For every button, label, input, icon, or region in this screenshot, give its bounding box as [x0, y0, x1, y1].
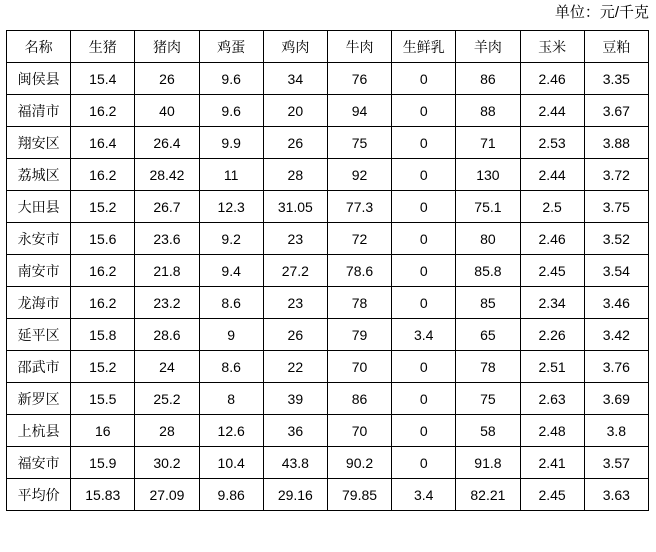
price-cell: 75 — [327, 127, 391, 159]
price-cell: 85 — [456, 287, 520, 319]
unit-label: 单位：元/千克 — [554, 4, 649, 21]
column-header: 豆粕 — [584, 31, 648, 63]
price-cell: 27.2 — [263, 255, 327, 287]
row-label: 南安市 — [7, 255, 71, 287]
price-cell: 15.2 — [71, 191, 135, 223]
header-row — [7, 31, 649, 63]
price-cell: 82.21 — [456, 479, 520, 511]
price-cell: 2.45 — [520, 479, 584, 511]
price-cell: 86 — [456, 63, 520, 95]
price-cell: 0 — [392, 351, 456, 383]
row-label: 新罗区 — [7, 383, 71, 415]
price-cell: 2.48 — [520, 415, 584, 447]
price-cell: 0 — [392, 255, 456, 287]
price-cell: 88 — [456, 95, 520, 127]
price-cell: 2.5 — [520, 191, 584, 223]
table-row — [7, 287, 649, 319]
price-cell: 3.72 — [584, 159, 648, 191]
price-cell: 30.2 — [135, 447, 199, 479]
price-cell: 0 — [392, 63, 456, 95]
price-cell: 2.34 — [520, 287, 584, 319]
price-cell: 2.51 — [520, 351, 584, 383]
price-cell: 8.6 — [199, 287, 263, 319]
price-cell: 23.2 — [135, 287, 199, 319]
price-cell: 3.4 — [392, 319, 456, 351]
price-cell: 2.26 — [520, 319, 584, 351]
price-cell: 3.35 — [584, 63, 648, 95]
price-cell: 3.63 — [584, 479, 648, 511]
price-cell: 15.8 — [71, 319, 135, 351]
price-cell: 3.69 — [584, 383, 648, 415]
row-label: 上杭县 — [7, 415, 71, 447]
table-body — [7, 63, 649, 511]
price-cell: 2.46 — [520, 223, 584, 255]
table-row — [7, 255, 649, 287]
table-row — [7, 127, 649, 159]
column-header: 玉米 — [520, 31, 584, 63]
price-cell: 15.2 — [71, 351, 135, 383]
price-cell: 23 — [263, 287, 327, 319]
price-cell: 78 — [456, 351, 520, 383]
price-cell: 91.8 — [456, 447, 520, 479]
column-header: 名称 — [7, 31, 71, 63]
price-cell: 78.6 — [327, 255, 391, 287]
price-cell: 24 — [135, 351, 199, 383]
price-cell: 12.6 — [199, 415, 263, 447]
price-cell: 26.7 — [135, 191, 199, 223]
column-header: 生猪 — [71, 31, 135, 63]
price-cell: 2.53 — [520, 127, 584, 159]
price-cell: 3.4 — [392, 479, 456, 511]
price-cell: 9.6 — [199, 63, 263, 95]
table-row — [7, 319, 649, 351]
price-cell: 43.8 — [263, 447, 327, 479]
price-cell: 15.6 — [71, 223, 135, 255]
price-cell: 20 — [263, 95, 327, 127]
row-label: 福安市 — [7, 447, 71, 479]
price-cell: 9.9 — [199, 127, 263, 159]
table-row — [7, 159, 649, 191]
price-cell: 2.44 — [520, 95, 584, 127]
price-cell: 26.4 — [135, 127, 199, 159]
price-cell: 0 — [392, 447, 456, 479]
price-cell: 0 — [392, 287, 456, 319]
row-label: 翔安区 — [7, 127, 71, 159]
row-label: 闽侯县 — [7, 63, 71, 95]
price-cell: 3.46 — [584, 287, 648, 319]
price-cell: 3.75 — [584, 191, 648, 223]
price-cell: 79.85 — [327, 479, 391, 511]
price-cell: 15.9 — [71, 447, 135, 479]
row-label: 邵武市 — [7, 351, 71, 383]
price-cell: 75.1 — [456, 191, 520, 223]
price-cell: 40 — [135, 95, 199, 127]
price-cell: 26 — [135, 63, 199, 95]
price-cell: 16.2 — [71, 255, 135, 287]
table-row — [7, 191, 649, 223]
row-label: 大田县 — [7, 191, 71, 223]
price-cell: 0 — [392, 415, 456, 447]
price-cell: 9 — [199, 319, 263, 351]
price-cell: 75 — [456, 383, 520, 415]
price-cell: 2.46 — [520, 63, 584, 95]
price-cell: 3.57 — [584, 447, 648, 479]
price-cell: 12.3 — [199, 191, 263, 223]
price-cell: 2.63 — [520, 383, 584, 415]
price-cell: 21.8 — [135, 255, 199, 287]
price-cell: 80 — [456, 223, 520, 255]
row-label: 永安市 — [7, 223, 71, 255]
price-cell: 0 — [392, 159, 456, 191]
price-cell: 77.3 — [327, 191, 391, 223]
price-cell: 9.2 — [199, 223, 263, 255]
price-cell: 28 — [135, 415, 199, 447]
table-header — [7, 31, 649, 63]
price-cell: 76 — [327, 63, 391, 95]
table-row — [7, 479, 649, 511]
price-cell: 28 — [263, 159, 327, 191]
price-cell: 0 — [392, 223, 456, 255]
row-label: 福清市 — [7, 95, 71, 127]
table-row — [7, 63, 649, 95]
price-cell: 36 — [263, 415, 327, 447]
price-cell: 11 — [199, 159, 263, 191]
column-header: 牛肉 — [327, 31, 391, 63]
price-cell: 70 — [327, 351, 391, 383]
price-cell: 0 — [392, 383, 456, 415]
price-cell: 26 — [263, 319, 327, 351]
table-row — [7, 351, 649, 383]
price-cell: 16.2 — [71, 287, 135, 319]
price-cell: 78 — [327, 287, 391, 319]
price-cell: 2.45 — [520, 255, 584, 287]
price-cell: 15.5 — [71, 383, 135, 415]
table-row — [7, 95, 649, 127]
table-row — [7, 415, 649, 447]
price-cell: 8.6 — [199, 351, 263, 383]
column-header: 生鲜乳 — [392, 31, 456, 63]
row-label: 龙海市 — [7, 287, 71, 319]
price-cell: 0 — [392, 191, 456, 223]
row-label: 延平区 — [7, 319, 71, 351]
price-cell: 92 — [327, 159, 391, 191]
price-cell: 15.83 — [71, 479, 135, 511]
price-cell: 58 — [456, 415, 520, 447]
price-cell: 8 — [199, 383, 263, 415]
price-cell: 16.2 — [71, 95, 135, 127]
column-header: 鸡蛋 — [199, 31, 263, 63]
price-cell: 79 — [327, 319, 391, 351]
price-cell: 9.4 — [199, 255, 263, 287]
table-row — [7, 383, 649, 415]
price-cell: 0 — [392, 127, 456, 159]
price-cell: 39 — [263, 383, 327, 415]
price-cell: 26 — [263, 127, 327, 159]
price-cell: 29.16 — [263, 479, 327, 511]
price-cell: 23.6 — [135, 223, 199, 255]
price-cell: 3.54 — [584, 255, 648, 287]
column-header: 鸡肉 — [263, 31, 327, 63]
table-row — [7, 447, 649, 479]
price-cell: 2.44 — [520, 159, 584, 191]
row-label: 平均价 — [7, 479, 71, 511]
price-cell: 9.6 — [199, 95, 263, 127]
price-cell: 94 — [327, 95, 391, 127]
price-cell: 34 — [263, 63, 327, 95]
price-cell: 27.09 — [135, 479, 199, 511]
price-cell: 16.2 — [71, 159, 135, 191]
price-cell: 16 — [71, 415, 135, 447]
price-cell: 15.4 — [71, 63, 135, 95]
price-cell: 28.42 — [135, 159, 199, 191]
price-cell: 31.05 — [263, 191, 327, 223]
price-table — [6, 30, 649, 511]
price-cell: 86 — [327, 383, 391, 415]
table-row — [7, 223, 649, 255]
price-cell: 3.88 — [584, 127, 648, 159]
price-cell: 70 — [327, 415, 391, 447]
price-cell: 130 — [456, 159, 520, 191]
price-cell: 3.52 — [584, 223, 648, 255]
price-cell: 16.4 — [71, 127, 135, 159]
price-cell: 65 — [456, 319, 520, 351]
price-cell: 71 — [456, 127, 520, 159]
price-cell: 0 — [392, 95, 456, 127]
price-cell: 2.41 — [520, 447, 584, 479]
price-cell: 3.8 — [584, 415, 648, 447]
price-cell: 3.42 — [584, 319, 648, 351]
price-cell: 23 — [263, 223, 327, 255]
column-header: 猪肉 — [135, 31, 199, 63]
price-cell: 90.2 — [327, 447, 391, 479]
price-cell: 22 — [263, 351, 327, 383]
price-cell: 85.8 — [456, 255, 520, 287]
row-label: 荔城区 — [7, 159, 71, 191]
price-cell: 3.76 — [584, 351, 648, 383]
price-cell: 28.6 — [135, 319, 199, 351]
price-cell: 10.4 — [199, 447, 263, 479]
price-cell: 9.86 — [199, 479, 263, 511]
column-header: 羊肉 — [456, 31, 520, 63]
price-cell: 72 — [327, 223, 391, 255]
price-cell: 3.67 — [584, 95, 648, 127]
price-cell: 25.2 — [135, 383, 199, 415]
